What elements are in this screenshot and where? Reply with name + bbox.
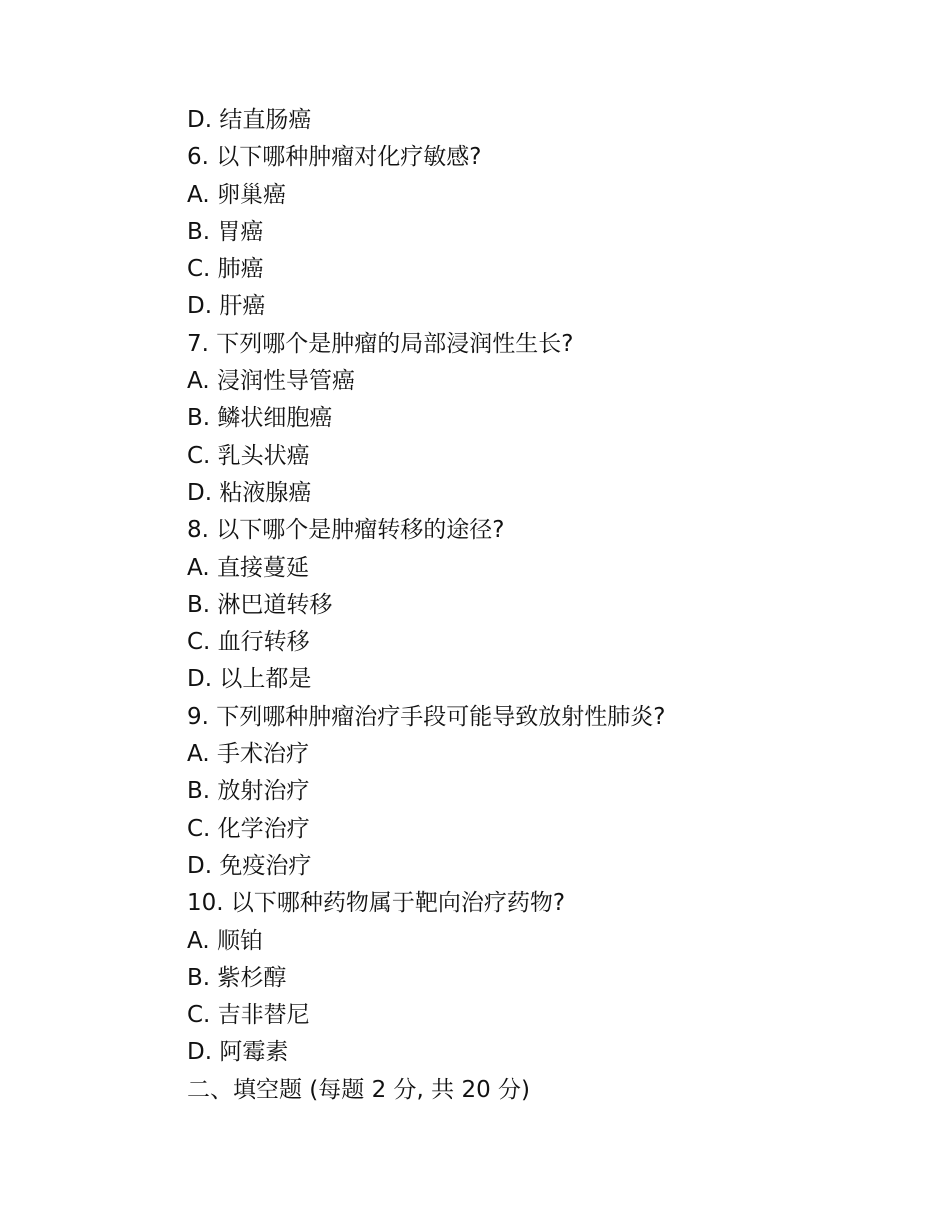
option-10b: B. 紫杉醇 <box>187 964 287 991</box>
question-6: 6. 以下哪种肿瘤对化疗敏感? <box>187 144 482 171</box>
question-8: 8. 以下哪个是肿瘤转移的途径? <box>187 517 505 544</box>
option-9a: A. 手术治疗 <box>187 741 309 768</box>
question-9: 9. 下列哪种肿瘤治疗手段可能导致放射性肺炎? <box>187 703 666 730</box>
option-9c: C. 化学治疗 <box>187 815 310 842</box>
question-7: 7. 下列哪个是肿瘤的局部浸润性生长? <box>187 330 574 357</box>
section-heading-fill-in-blank: 二、填空题 (每题 2 分, 共 20 分) <box>187 1076 531 1103</box>
question-10: 10. 以下哪种药物属于靶向治疗药物? <box>187 890 566 917</box>
option-6b: B. 胃癌 <box>187 218 264 245</box>
option-8a: A. 直接蔓延 <box>187 554 309 581</box>
option-7c: C. 乳头状癌 <box>187 442 310 469</box>
question-list <box>187 102 887 1109</box>
option-8d: D. 以上都是 <box>187 666 312 693</box>
option-8b: B. 淋巴道转移 <box>187 591 333 618</box>
option-10d: D. 阿霉素 <box>187 1039 289 1066</box>
option-10a: A. 顺铂 <box>187 927 263 954</box>
option-7d: D. 粘液腺癌 <box>187 479 312 506</box>
option-10c: C. 吉非替尼 <box>187 1002 310 1029</box>
option-7b: B. 鳞状细胞癌 <box>187 405 333 432</box>
option-7a: A. 浸润性导管癌 <box>187 368 355 395</box>
option-6c: C. 肺癌 <box>187 256 264 283</box>
option-5d: D. 结直肠癌 <box>187 107 312 133</box>
option-6a: A. 卵巢癌 <box>187 181 286 208</box>
option-6d: D. 肝癌 <box>187 293 266 320</box>
option-9d: D. 免疫治疗 <box>187 852 312 879</box>
option-9b: B. 放射治疗 <box>187 778 310 805</box>
option-8c: C. 血行转移 <box>187 629 310 656</box>
